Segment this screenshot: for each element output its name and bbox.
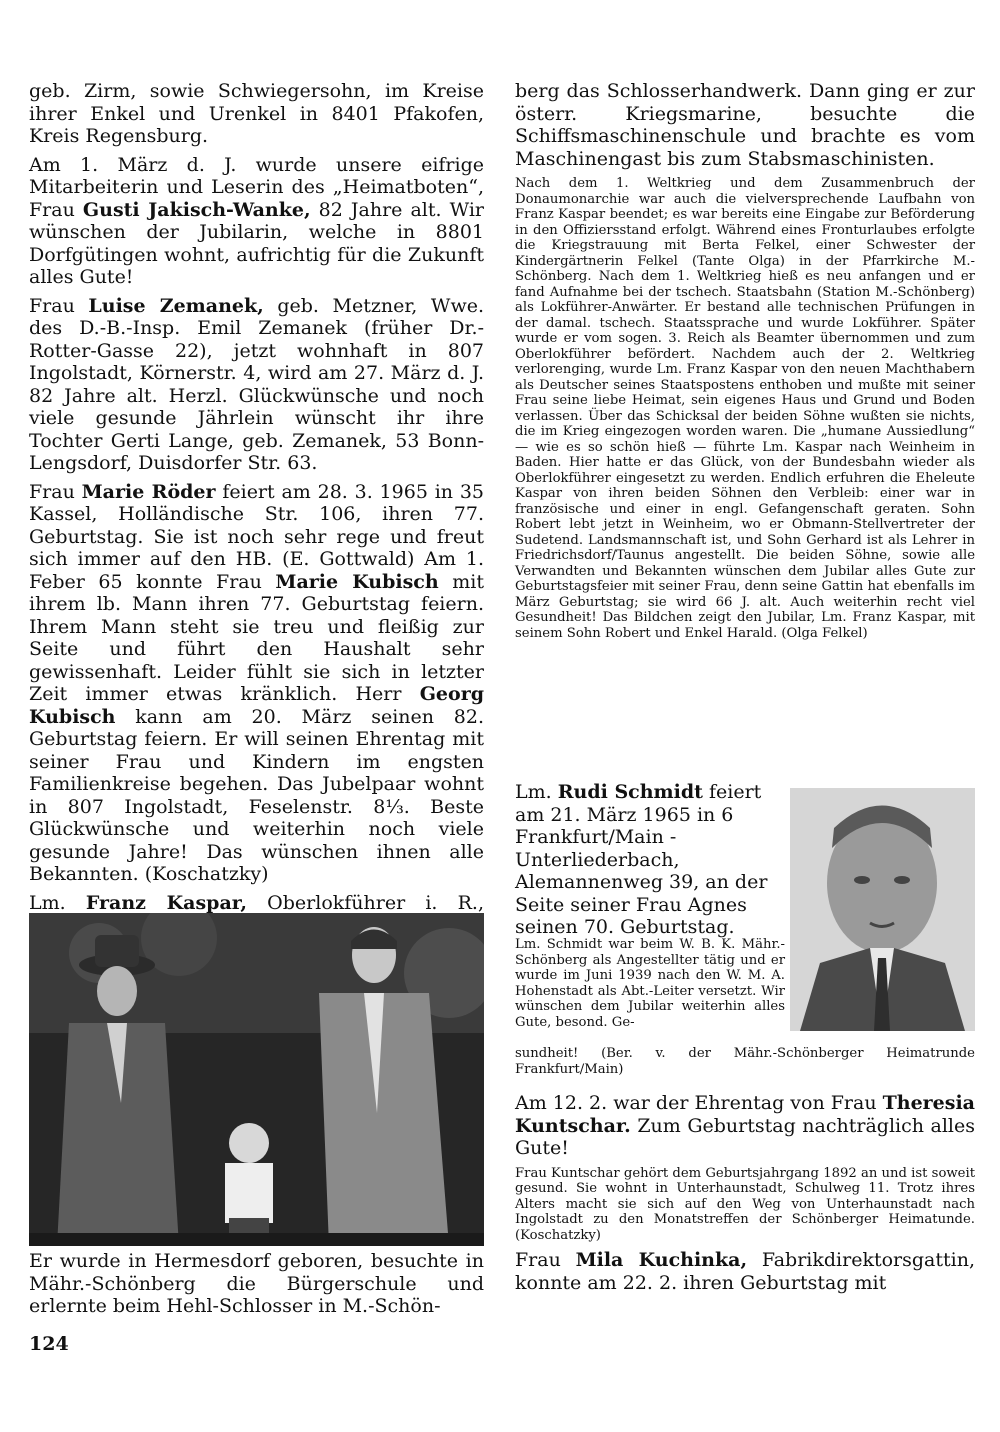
family-photo — [29, 913, 484, 1246]
paragraph: Lm. Schmidt war beim W. B. K. Mähr.-Schönberg als Angestellter tätig und er wurde im Juni 1939 nach den W. M. A. Hohenstadt als Abt.-Leiter versetzt. Wir wünschen dem Jubilar weiterhin alles Gute, besond. Ge- — [515, 937, 785, 1030]
paragraph: Lm. Franz Kaspar, Oberlokführer i. R., — [29, 891, 484, 914]
paragraph: Lm. Rudi Schmidt feiert am 21. März 1965 in 6 Frankfurt/Main - Unterliederbach, Alemannenweg 39, an der Seite seiner Frau Agnes seinen 70. Geburtstag. — [515, 781, 768, 938]
schmidt-intro — [515, 781, 785, 945]
paragraph: Frau Kuntschar gehört dem Geburtsjahrgang 1892 an und ist soweit gesund. Sie wohnt in Unterhaunstadt, Schulweg 11. Trotz ihres Alters macht sie sich auf den Weg von Unterhaunstadt nach Ingolstadt zu den Monatstreffen der Schönberger Heimatunde. (Koschatzky) — [515, 1165, 975, 1243]
left-column — [29, 80, 484, 943]
paragraph: Frau Luise Zemanek, geb. Metzner, Wwe. des D.-B.-Insp. Emil Zemanek (früher Dr.-Rotter-Gasse 22), jetzt wohnhaft in 807 Ingolstadt, Körnerstr. 4, wird am 27. März d. J. 82 Jahre alt. Herzl. Glückwünsche und noch viele gesunde Jährlein wünscht ihr ihre Tochter Gerti Lange, geb. Zemanek, 53 Bonn-Lengsdorf, Duisdorfer Str. 63. — [29, 294, 484, 474]
paragraph: geb. Zirm, sowie Schwiegersohn, im Kreise ihrer Enkel und Urenkel in 8401 Pfakofen, Kreis Regensburg. — [29, 80, 484, 147]
schmidt-details — [515, 937, 785, 1036]
portrait-image — [790, 788, 975, 1031]
paragraph: Frau Mila Kuchinka, Fabrikdirektorsgattin, konnte am 22. 2. ihren Geburtstag mit — [515, 1249, 975, 1294]
paragraph: Frau Marie Röder feiert am 28. 3. 1965 in 35 Kassel, Holländische Str. 106, ihren 77. Geburtstag. Sie ist noch sehr rege und freut sich immer auf den HB. (E. Gottwald) Am 1. Feber 65 konnte Frau Marie Kubisch mit ihrem lb. Mann ihren 77. Geburtstag feiern. Ihrem Mann steht sie treu und fleißig zur Seite und führt den Haushalt sehr gewissenhaft. Leider fühlt sie sich in letzter Zeit immer etwas kränklich. Herr Georg Kubisch kann am 20. März seinen 82. Geburtstag feiern. Er will seinen Ehrentag mit seiner Frau und Kindern im engsten Familienkreise begehen. Das Jubelpaar wohnt in 807 Ingolstadt, Feselenstr. 8⅓. Beste Glückwünsche und weiterhin noch viele gesunde Jahre! Das wünschen ihnen alle Bekannten. (Koschatzky) — [29, 480, 485, 885]
right-column-continued — [515, 1092, 975, 1300]
page-number: 124 — [29, 1333, 69, 1355]
paragraph: sundheit! (Ber. v. der Mähr.-Schönberger Heimatrunde Frankfurt/Main) — [515, 1046, 975, 1077]
schmidt-details-tail — [515, 1046, 975, 1083]
paragraph: Am 12. 2. war der Ehrentag von Frau Theresia Kuntschar. Zum Geburtstag nachträglich alles Gute! — [515, 1092, 975, 1159]
photo-caption: Er wurde in Hermesdorf geboren, besuchte in Mähr.-Schönberg die Bürgerschule und erlernte beim Hehl-Schlosser in M.-Schön- — [29, 1250, 484, 1317]
paragraph: Am 1. März d. J. wurde unsere eifrige Mitarbeiterin und Leserin des „Heimatboten“, Frau Gusti Jakisch-Wanke, 82 Jahre alt. Wir wünschen der Jubilarin, welche in 8801 Dorfgütingen wohnt, aufrichtig für die Zukunft alles Gute! — [29, 153, 484, 288]
paragraph: Nach dem 1. Weltkrieg und dem Zusammenbruch der Donaumonarchie war auch die vielversprechende Laufbahn von Franz Kaspar beendet; es war bereits eine Eingabe zur Beförderung in den Offiziersstand erfolgt. Während eines Fronturlaubes erfolgte die Kriegstrauung mit Berta Felkel, einer Schwester der Kindergärtnerin Felkel (Tante Olga) in der Pfarrkirche M.-Schönberg. Nach dem 1. Weltkrieg hieß es neu anfangen und er fand Aufnahme bei der tschech. Staatsbahn (Station M.-Schönberg) als Lokführer-Anwärter. Er bestand alle technischen Prüfungen in der damal. tschech. Staatssprache und wurde Lokführer. Später wurde er vom sogen. 3. Reich als Beamter übernommen und zum Oberlokführer befördert. Nachdem auch der 2. Weltkrieg verlorenging, wurde Lm. Franz Kaspar von den neuen Machthabern als Deutscher seines Staatspostens enthoben und mußte mit seiner Frau seine liebe Heimat, sein eigenes Haus und Grund und Boden verlassen. Über das Schicksal der beiden Söhne wußten sie nichts, die im Krieg eingezogen worden waren. Die „humane Aussiedlung“ — wie es so schön hieß — führte Lm. Kaspar nach Weinheim in Baden. Hier hatte er das Glück, von der Bundesbahn wieder als Oberlokführer eingesetzt zu werden. Endlich erfuhren die Eheleute Kaspar von ihren beiden Söhnen den Verbleib: einer war in französische und einer in engl. Gefangenschaft geraten. Sohn Robert lebt jetzt in Weinheim, wo er Obmann-Stellvertreter der Sudetend. Landsmannschaft ist, und Sohn Gerhard ist als Lehrer in Friedrichsdorf/Taunus angestellt. Die beiden Söhne, sowie alle Verwandten und Bekannten wünschen dem Jubilar alles Gute zur Geburtstagsfeier mit seiner Frau, denn seine Gattin hat ebenfalls im März Geburtstag; sie wird 66 J. alt. Auch weiterhin recht viel Gesundheit! Das Bildchen zeigt den Jubilar, Lm. Franz Kaspar, mit seinem Sohn Robert und Enkel Harald. (Olga Felkel) — [515, 176, 975, 641]
right-column — [515, 80, 975, 647]
paragraph: berg das Schlosserhandwerk. Dann ging er zur österr. Kriegsmarine, besuchte die Schiffsmaschinenschule und brachte es vom Maschinengast bis zum Stabsmaschinisten. — [515, 80, 975, 170]
portrait-photo — [790, 788, 975, 1031]
family-photo-image — [29, 913, 484, 1246]
